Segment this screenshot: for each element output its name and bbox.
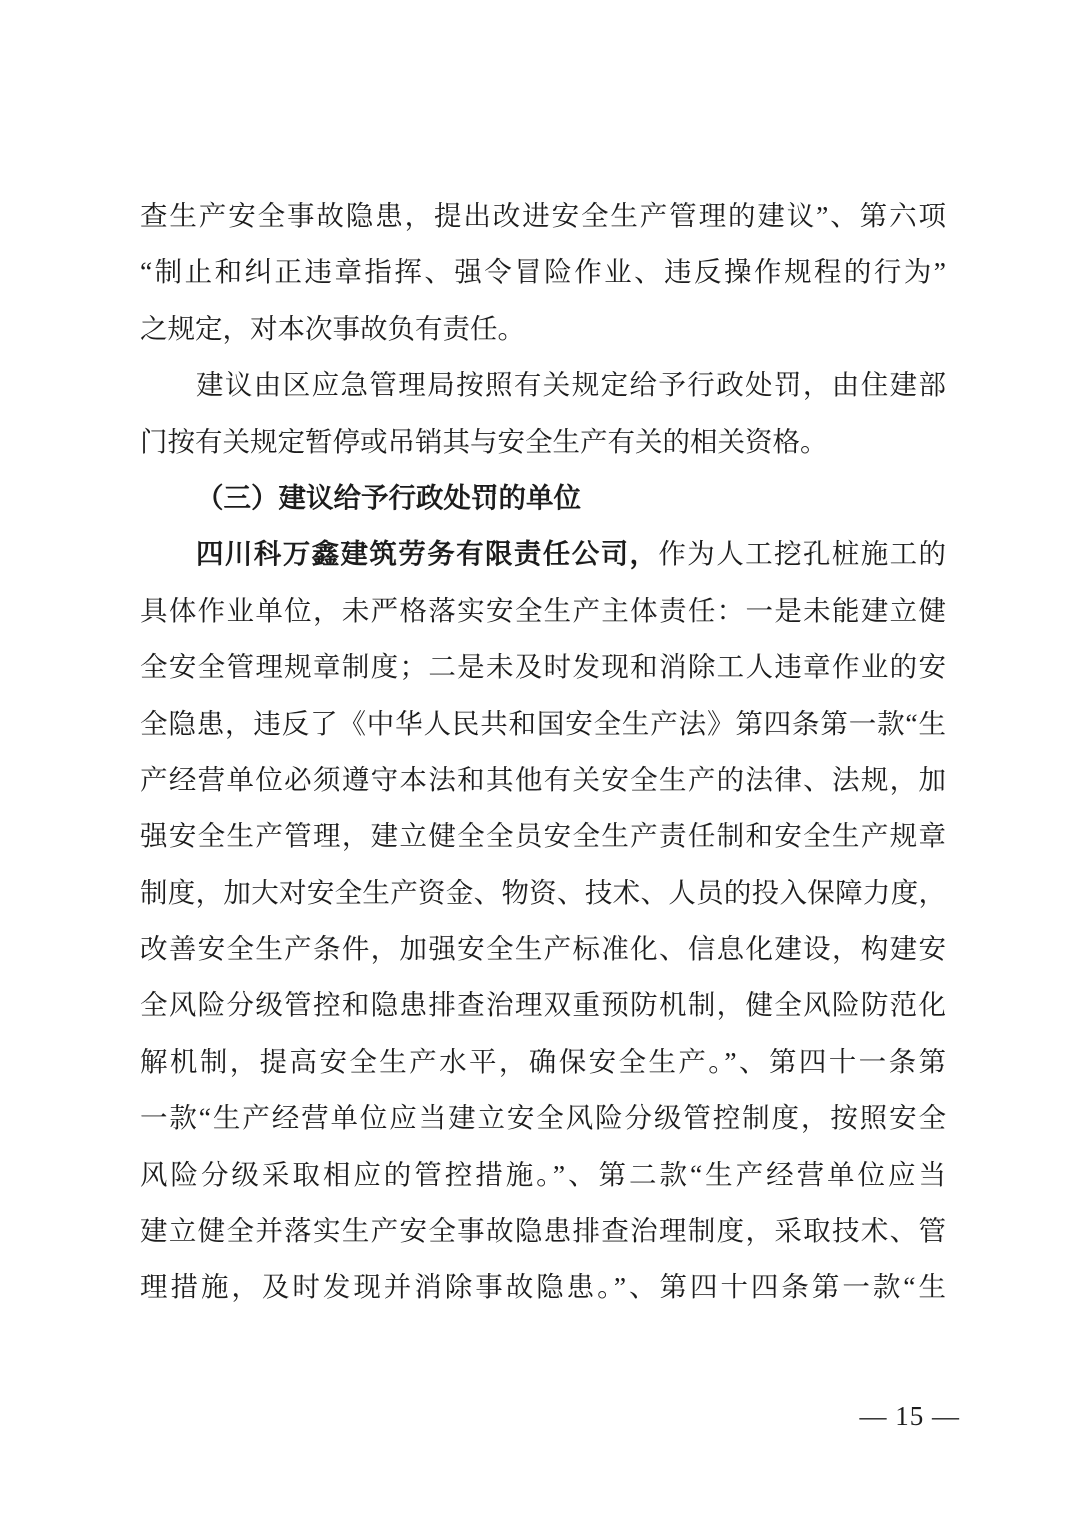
text-line: 一款“生产经营单位应当建立安全风险分级管控制度，按照安全 [140, 1102, 946, 1134]
document-page [140, 188, 946, 1316]
text-line: 查生产安全事故隐患，提出改进安全生产管理的建议”、第六项 [140, 200, 946, 231]
section-heading: （三）建议给予行政处罚的单位 [196, 481, 581, 513]
text-line: 改善安全生产条件，加强安全生产标准化、信息化建设，构建安 [140, 933, 946, 965]
text-line: 风险分级采取相应的管控措施。”、第二款“生产经营单位应当 [140, 1158, 946, 1190]
company-name: 四川科万鑫建筑劳务有限责任公司， [196, 538, 659, 570]
text-line: 全风险分级管控和隐患排查治理双重预防机制，健全风险防范化 [140, 989, 946, 1021]
text-segment: 作为人工挖孔桩施工的 [658, 538, 947, 570]
text-line: 理措施，及时发现并消除事故隐患。”、第四十四条第一款“生 [140, 1271, 946, 1303]
text-line: 门按有关规定暂停或吊销其与安全生产有关的相关资格。 [140, 425, 828, 457]
text-line: 具体作业单位，未严格落实安全生产主体责任：一是未能建立健 [140, 594, 946, 626]
text-line: 解机制，提高安全生产水平，确保安全生产。”、第四十一条第 [140, 1045, 946, 1077]
text-line: 建议由区应急管理局按照有关规定给予行政处罚，由住建部 [196, 369, 946, 401]
text-line: 强安全生产管理，建立健全全员安全生产责任制和安全生产规章 [140, 820, 946, 852]
text-line: “制止和纠正违章指挥、强令冒险作业、违反操作规程的行为” [140, 256, 946, 288]
text-line: 全安全管理规章制度；二是未及时发现和消除工人违章作业的安 [140, 651, 946, 683]
text-line [140, 526, 946, 582]
text-line: 产经营单位必须遵守本法和其他有关安全生产的法律、法规，加 [140, 763, 946, 795]
page-number: — 15 — [859, 1401, 960, 1431]
text-line: 制度，加大对安全生产资金、物资、技术、人员的投入保障力度， [140, 876, 946, 908]
text-line: 之规定，对本次事故负有责任。 [140, 312, 525, 344]
text-line: 建立健全并落实生产安全事故隐患排查治理制度，采取技术、管 [140, 1215, 946, 1247]
text-line: 全隐患，违反了《中华人民共和国安全生产法》第四条第一款“生 [140, 707, 946, 739]
